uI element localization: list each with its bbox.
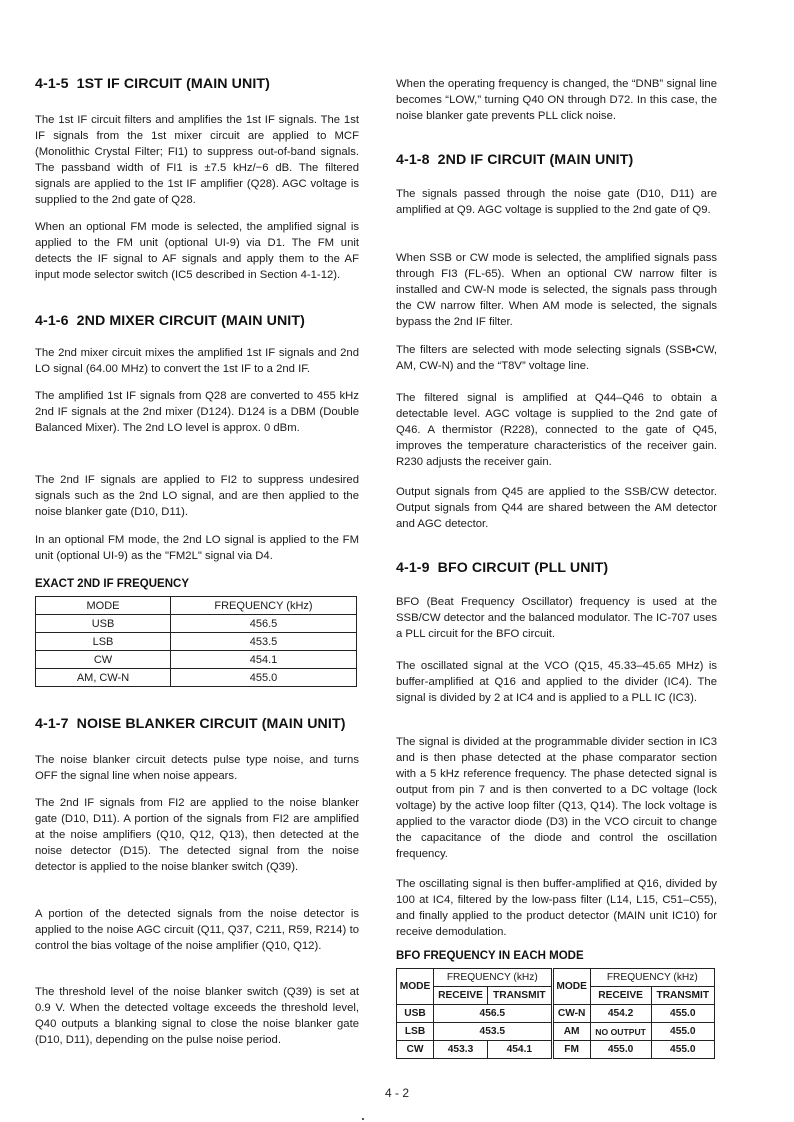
scan-speck bbox=[362, 1118, 364, 1120]
paragraph: The 2nd mixer circuit mixes the amplified 1st IF signals and 2nd LO signal (64.00 MHz) to convert the 1st IF to a 2nd IF. bbox=[35, 347, 359, 375]
paragraph: The 2nd IF signals from FI2 are applied to the noise blanker gate (D10, D11). A portion of the signals from FI2 are amplified at the noise amplifiers (Q10, Q12, Q13), then detected at the noise detector (D15). The detected signal from the noise detector is applied to the noise blanker switch (Q39). bbox=[35, 797, 359, 873]
bfo-frequency-table bbox=[396, 968, 715, 1059]
table-header-row: MODE FREQUENCY (kHz) bbox=[36, 597, 357, 615]
paragraph: The threshold level of the noise blanker switch (Q39) is set at 0.9 V. When the detected voltage exceeds the threshold level, Q40 outputs a blanking signal to close the noise blanker gate (D10, D11), depending on the pulse noise period. bbox=[35, 986, 359, 1046]
paragraph: The 1st IF circuit filters and amplifies the 1st IF signals. The 1st IF signals from the 1st mixer circuit are applied to MCF (Monolithic Crystal Filter; FI1) to suppress out-of-band signals. The passband width of FI1 is ±7.5 kHz/−6 dB. The filtered signals are applied to the 1st IF amplifier (Q28). AGC voltage is supplied to the 2nd gate of Q28. bbox=[35, 114, 359, 206]
paragraph: When SSB or CW mode is selected, the amplified signals pass through FI3 (FL-65). When an optional CW narrow filter is installed and CW-N mode is selected, the signals pass through the CW narrow filter. When AM mode is selected, the signals bypass the 2nd IF filter. bbox=[396, 252, 717, 328]
table-header-row: RECEIVE TRANSMIT RECEIVE TRANSMIT bbox=[397, 987, 715, 1005]
table-header-row: MODE FREQUENCY (kHz) MODE FREQUENCY (kHz) bbox=[397, 969, 715, 987]
paragraph: The filtered signal is amplified at Q44–Q46 to obtain a detectable level. AGC voltage is supplied to the 2nd gate of Q46. A thermistor (R228), connected to the gate of Q45, improves the temperature characteristics of the receiver gain. R230 adjusts the receiver gain. bbox=[396, 392, 717, 468]
table-row: LSB 453.5 bbox=[36, 633, 357, 651]
table-title: BFO FREQUENCY IN EACH MODE bbox=[396, 950, 584, 962]
paragraph: Output signals from Q45 are applied to the SSB/CW detector. Output signals from Q44 are shared between the AM detector and AGC detector. bbox=[396, 486, 717, 530]
section-heading-4-1-9: 4-1-9 BFO CIRCUIT (PLL UNIT) bbox=[396, 560, 609, 576]
paragraph: When an optional FM mode is selected, the amplified signal is applied to the FM unit (optional UI-9) via D1. The FM unit detects the IF signal to AF signals and apply them to the AF input mode selector switch (IC5 described in Section 4-1-12). bbox=[35, 221, 359, 281]
table-row: USB 456.5 CW-N 454.2 455.0 bbox=[397, 1005, 715, 1023]
paragraph: The signals passed through the noise gate (D10, D11) are amplified at Q9. AGC voltage is supplied to the 2nd gate of Q9. bbox=[396, 188, 717, 216]
table-row: USB 456.5 bbox=[36, 615, 357, 633]
paragraph: The signal is divided at the programmable divider section in IC3 and is then phase detected at the phase comparator section with a 5 kHz reference frequency. The phase detected signal is output from pin 7 and is then converted to a DC voltage (lock voltage) by the active loop filter (Q13, Q14). The lock voltage is applied to the varactor diode (D3) in the VCO circuit to change the capacitance of the diode and control the oscillation frequency. bbox=[396, 736, 717, 860]
if-frequency-table bbox=[35, 596, 357, 687]
table-row: CW 454.1 bbox=[36, 651, 357, 669]
section-heading-4-1-7: 4-1-7 NOISE BLANKER CIRCUIT (MAIN UNIT) bbox=[35, 716, 346, 732]
paragraph: A portion of the detected signals from the noise detector is applied to the noise AGC circuit (Q11, Q37, C211, R59, R214) to control the bias voltage of the noise amplifier (Q10, Q12). bbox=[35, 908, 359, 952]
paragraph: In an optional FM mode, the 2nd LO signal is applied to the FM unit (optional UI-9) as the "FM2L" signal via D4. bbox=[35, 534, 359, 562]
page-number: 4 - 2 bbox=[384, 1086, 409, 1100]
paragraph: The oscillating signal is then buffer-amplified at Q16, divided by 100 at IC4, filtered by the low-pass filter (L14, L15, C51–C55), and finally applied to the product detector (MAIN unit IC10) for receive demodulation. bbox=[396, 878, 717, 938]
paragraph: When the operating frequency is changed, the “DNB” signal line becomes “LOW,” turning Q40 ON through D72. In this case, the noise blanker gate prevents PLL click noise. bbox=[396, 78, 717, 122]
paragraph: BFO (Beat Frequency Oscillator) frequency is used at the SSB/CW detector and the balanced modulator. The IC-707 uses a PLL circuit for the BFO circuit. bbox=[396, 596, 717, 640]
table-row: LSB 453.5 AM NO OUTPUT 455.0 bbox=[397, 1023, 715, 1041]
paragraph: The oscillated signal at the VCO (Q15, 45.33–45.65 MHz) is buffer-amplified at Q16 and applied to the divider (IC4). The signal is divided by 2 at IC4 and is applied to a PLL IC (IC3). bbox=[396, 660, 717, 704]
paragraph: The 2nd IF signals are applied to FI2 to suppress undesired signals such as the 2nd LO signal, and are then applied to the noise blanker gate (D10, D11). bbox=[35, 474, 359, 518]
section-heading-4-1-8: 4-1-8 2ND IF CIRCUIT (MAIN UNIT) bbox=[396, 152, 634, 168]
table-title: EXACT 2ND IF FREQUENCY bbox=[35, 578, 189, 590]
paragraph: The noise blanker circuit detects pulse type noise, and turns OFF the signal line when noise appears. bbox=[35, 754, 359, 782]
table-row: CW 453.3 454.1 FM 455.0 455.0 bbox=[397, 1041, 715, 1059]
paragraph: The amplified 1st IF signals from Q28 are converted to 455 kHz 2nd IF signals at the 2nd mixer (D124). D124 is a DBM (Double Balanced Mixer). The 2nd LO level is approx. 0 dBm. bbox=[35, 390, 359, 434]
table-row: AM, CW-N 455.0 bbox=[36, 669, 357, 687]
section-heading-4-1-5: 4-1-5 1ST IF CIRCUIT (MAIN UNIT) bbox=[35, 76, 270, 92]
section-heading-4-1-6: 4-1-6 2ND MIXER CIRCUIT (MAIN UNIT) bbox=[35, 313, 305, 329]
paragraph: The filters are selected with mode selecting signals (SSB•CW, AM, CW-N) and the “T8V” voltage line. bbox=[396, 344, 717, 372]
